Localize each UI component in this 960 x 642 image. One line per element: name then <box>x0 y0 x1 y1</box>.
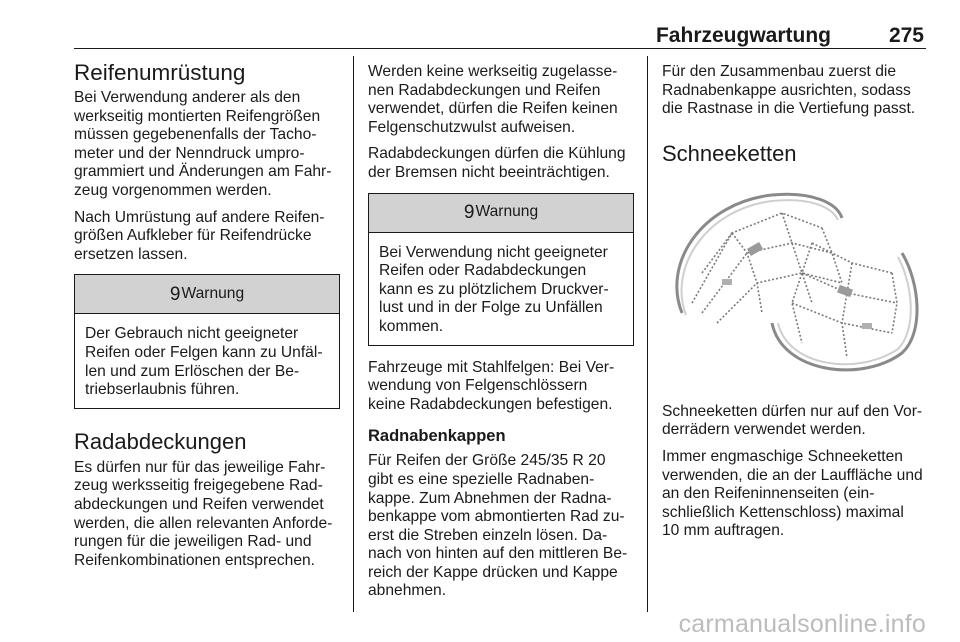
page-header <box>74 24 926 48</box>
paragraph <box>368 63 634 137</box>
heading-radabdeckungen: Radabdeckungen <box>74 428 247 454</box>
warning-title: Warnung <box>475 203 539 221</box>
text-line: zeug vorgenommen werden. <box>74 181 272 199</box>
text-line: len und zum Erlöschen der Be- <box>85 362 300 380</box>
text-line: Werden keine werkseitig zugelasse- <box>368 63 618 80</box>
text-line: kappe. Zum Abnehmen der Radna- <box>368 489 612 507</box>
warning-box <box>368 193 634 346</box>
text-line: zeug werksseitig freigegebene Rad- <box>74 477 323 495</box>
paragraph <box>368 452 634 601</box>
text-line: Bei Verwendung anderer als den <box>74 89 301 106</box>
text-line: gibt es eine spezielle Radnaben- <box>368 470 595 488</box>
warning-header <box>369 194 633 233</box>
heading-schneeketten: Schneeketten <box>662 140 797 166</box>
text-line: verwenden, die an der Lauffläche und <box>662 466 923 484</box>
warning-title: Warnung <box>181 285 245 303</box>
text-line: 10 mm auftragen. <box>662 522 785 540</box>
warning-icon: 9 <box>463 202 475 224</box>
text-line: Für Reifen der Größe 245/35 R 20 <box>368 452 606 470</box>
paragraph <box>368 359 634 415</box>
paragraph <box>662 63 926 119</box>
warning-box <box>74 274 340 408</box>
text-line: werden, die allen relevanten Anforde- <box>74 514 333 532</box>
text-line: lust und in der Folge zu Unfällen <box>379 299 603 317</box>
section-title: Fahrzeugwartung <box>655 24 831 47</box>
text-line: werkseitig montierten Reifengrößen <box>74 107 321 125</box>
text-line: wendung von Felgenschlössern <box>368 377 588 395</box>
text-line: Es dürfen nur für das jeweilige Fahr- <box>74 458 326 476</box>
text-line: reich der Kappe drücken und Kappe <box>368 563 618 581</box>
text-line: Reifenkombinationen entsprechen. <box>74 551 315 569</box>
text-line: Reifen oder Felgen kann zu Unfäl- <box>85 343 323 361</box>
snow-chains-illustration <box>662 173 926 389</box>
text-line: Radabdeckungen dürfen die Kühlung <box>368 145 626 163</box>
text-line: keine Radabdeckungen befestigen. <box>368 395 613 413</box>
text-line: erst die Streben einzeln lösen. Da- <box>368 526 608 544</box>
text-line: Für den Zusammenbau zuerst die <box>662 63 897 80</box>
text-line: Bei Verwendung nicht geeigneter <box>379 243 608 261</box>
text-line: Nach Umrüstung auf andere Reifen- <box>74 208 325 226</box>
paragraph <box>74 89 340 201</box>
column-1 <box>74 60 340 578</box>
column-divider-2 <box>647 56 648 612</box>
column-3 <box>662 63 926 549</box>
heading-reifenumruestung: Reifenumrüstung <box>74 60 246 85</box>
text-line: verwendet, dürfen die Reifen keinen <box>368 100 618 118</box>
warning-icon: 9 <box>169 283 181 305</box>
text-line: Der Gebrauch nicht geeigneter <box>85 325 299 343</box>
column-2 <box>368 63 634 609</box>
text-line: Felgenschutzwulst aufweisen. <box>368 118 576 136</box>
text-line: müssen gegebenenfalls der Tacho- <box>74 126 317 144</box>
text-line: benkappe vom abmontierten Rad zu- <box>368 508 625 526</box>
text-line: Fahrzeuge mit Stahlfelgen: Bei Ver- <box>368 358 615 376</box>
text-line: ersetzen lassen. <box>74 245 188 263</box>
text-line: abdeckungen und Reifen verwendet <box>74 495 324 513</box>
text-line: Reifen oder Radabdeckungen <box>379 262 587 280</box>
warning-body <box>369 233 633 345</box>
text-line: rungen für die jeweiligen Rad- und <box>74 533 312 551</box>
paragraph <box>662 448 926 541</box>
warning-header <box>75 275 339 314</box>
text-line: größen Aufkleber für Reifendrücke <box>74 227 312 245</box>
text-line: der Bremsen nicht beeinträchtigen. <box>368 163 610 181</box>
text-line: die Rastnase in die Vertiefung passt. <box>662 100 916 118</box>
text-line: Schneeketten dürfen nur auf den Vor- <box>662 402 923 420</box>
text-line: kann es zu plötzlichem Druckver- <box>379 280 609 298</box>
watermark: carmanualsonline.info <box>678 610 926 638</box>
warning-body <box>75 314 339 407</box>
paragraph <box>74 209 340 265</box>
text-line: kommen. <box>379 317 444 335</box>
text-line: nen Radabdeckungen und Reifen <box>368 81 601 99</box>
text-line: abnehmen. <box>368 582 447 600</box>
column-divider-1 <box>353 56 354 612</box>
paragraph <box>662 403 926 440</box>
paragraph <box>368 145 634 182</box>
header-rule <box>74 48 926 49</box>
text-line: grammiert und Änderungen am Fahr- <box>74 163 332 181</box>
text-line: schließlich Kettenschloss) maximal <box>662 503 904 521</box>
text-line: an den Reifeninnenseiten (ein- <box>662 485 875 503</box>
text-line: Radnabenkappe ausrichten, sodass <box>662 81 911 99</box>
subheading-radnabenkappen: Radnabenkappen <box>368 427 506 446</box>
text-line: triebserlaubnis führen. <box>85 381 240 399</box>
text-line: derrädern verwendet werden. <box>662 421 866 439</box>
page-number: 275 <box>888 24 924 47</box>
text-line: Immer engmaschige Schneeketten <box>662 447 903 465</box>
paragraph <box>74 459 340 571</box>
text-line: nach von hinten auf den mittleren Be- <box>368 545 628 563</box>
text-line: meter und der Nenndruck umpro- <box>74 144 305 162</box>
